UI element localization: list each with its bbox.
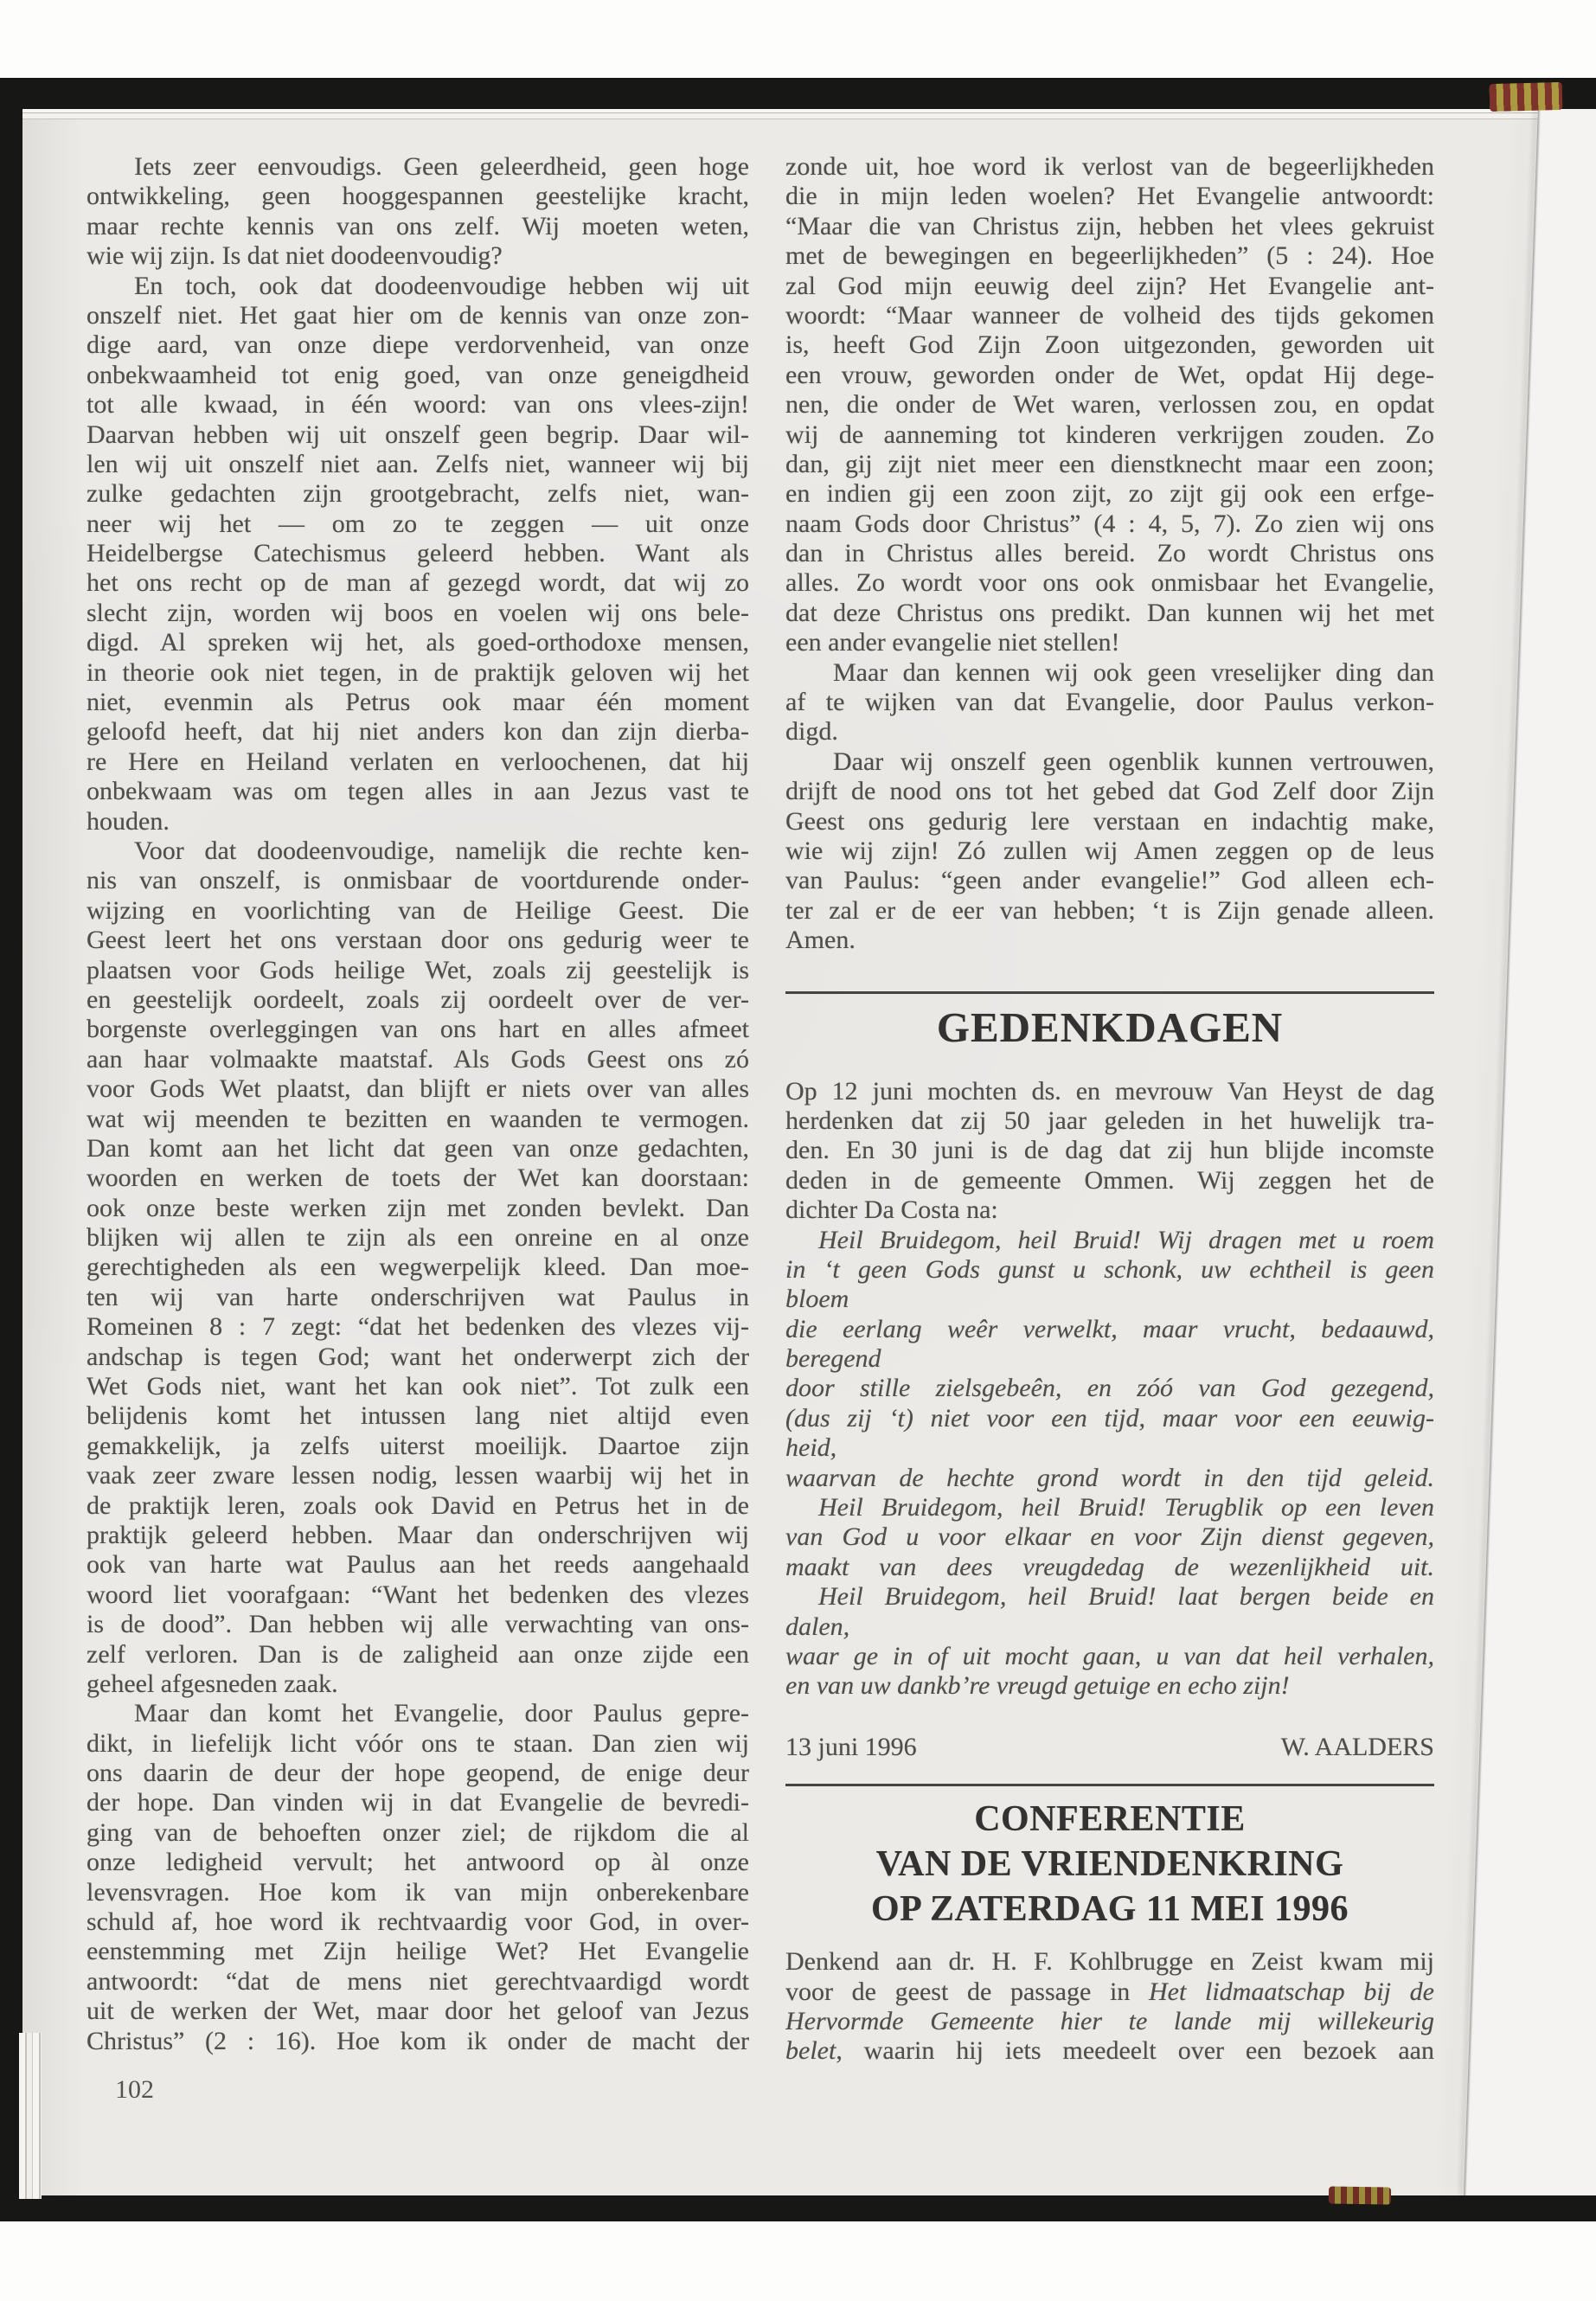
text-line: blijken wij allen te zijn als een onreine en al onze	[87, 1223, 749, 1253]
text-line: de praktijk leren, zoals ook David en Petrus het in de	[87, 1490, 749, 1520]
text-line: alles. Zo wordt voor ons ook onmisbaar het Evangelie,	[785, 568, 1434, 598]
text-line: tot alle kwaad, in één woord: van ons vlees-zijn!	[87, 390, 749, 420]
text-run: Denkend aan dr. H. F. Kohlbrugge en Zeist kwam mij	[785, 1947, 1434, 1977]
text-line: En toch, ook dat doodeenvoudige hebben wij uit	[134, 271, 749, 300]
text-line	[785, 1947, 1434, 1977]
heading-line: CONFERENTIE	[974, 1799, 1246, 1840]
text-line: plaatsen voor Gods heilige Wet, zoals zij geestelijk is	[87, 955, 749, 984]
heading-line: VAN DE VRIENDENKRING	[875, 1844, 1344, 1885]
text-line: zal God mijn eeuwig deel zijn? Het Evangelie ant-	[785, 271, 1434, 300]
date-text: 13 juni 1996	[785, 1732, 917, 1761]
text-line: antwoordt: “dat de mens niet gerechtvaardigd wordt	[87, 1966, 749, 1996]
text-line: waarvan de hechte grond wordt in den tijd geleid.	[785, 1463, 1434, 1492]
text-line: gerechtigheden als een wegwerpelijk kleed. Dan moe-	[87, 1253, 749, 1282]
text-line: andschap is tegen God; want het onderwerpt zich der	[87, 1342, 749, 1371]
text-line: wie wij zijn! Zó zullen wij Amen zeggen op de leus	[785, 836, 1434, 865]
text-line: ons daarin de deur der hope geopend, de enige deur	[87, 1759, 749, 1788]
text-line: een ander evangelie niet stellen!	[785, 628, 1120, 657]
text-line: en van uw dankb’re vreugd getuige en echo zijn!	[785, 1671, 1290, 1701]
text-line: bloem	[785, 1285, 849, 1314]
text-line: Daar wij onszelf geen ogenblik kunnen vertrouwen,	[833, 747, 1434, 776]
text-line: die in mijn leden woelen? Het Evangelie antwoordt:	[785, 182, 1434, 211]
text-line: Geest ons gedurig lere verstaan en indachtig make,	[785, 806, 1434, 836]
text-line: onszelf niet. Het gaat hier om de kennis van onze zon-	[87, 300, 749, 330]
text-line: Heil Bruidegom, heil Bruid! laat bergen beide en	[818, 1582, 1434, 1612]
text-run: , waarin hij iets meedeelt over een bezoek aan	[836, 2036, 1434, 2066]
text-line: ook onze beste werken zijn met zonden bevlekt. Dan	[87, 1193, 749, 1222]
text-line: Romeinen 8 : 7 zegt: “dat het bedenken des vlezes vij-	[87, 1312, 749, 1342]
text-line: geheel afgesneden zaak.	[87, 1669, 338, 1698]
text-line: woordt: “Maar wanneer de volheid des tijds gekomen	[785, 300, 1434, 330]
text-line: is, heeft God Zijn Zoon uitgezonden, geworden uit	[785, 330, 1434, 360]
text-line: Wet Gods niet, want het kan ook niet”. Tot zulk een	[87, 1372, 749, 1401]
continuation-text	[785, 152, 1434, 956]
text-line: re Here en Heiland verlaten en verloochenen, dat hij	[87, 747, 749, 776]
text-line: Maar dan kennen wij ook geen vreselijker ding dan	[833, 657, 1434, 687]
text-line: van God u voor elkaar en voor Zijn dienst gegeven,	[785, 1522, 1434, 1552]
text-line: herdenken dat zij 50 jaar geleden in het huwelijk tra-	[785, 1106, 1434, 1135]
text-line: dan in Christus alles bereid. Zo wordt Christus ons	[785, 539, 1434, 568]
text-line: Iets zeer eenvoudigs. Geen geleerdheid, geen hoge	[134, 152, 749, 181]
text-line: waar ge in of uit mocht gaan, u van dat heil verhalen,	[785, 1641, 1434, 1670]
text-line: onze ledigheid vervult; het antwoord op àl onze	[87, 1848, 749, 1877]
text-line: belijdenis komt het intussen lang niet altijd even	[87, 1401, 749, 1431]
section-heading-gedenkdagen: GEDENKDAGEN	[936, 1003, 1284, 1051]
text-line: der hope. Dan vinden wij in dat Evangelie de bevredi-	[87, 1788, 749, 1817]
text-line: dalen,	[785, 1612, 850, 1641]
text-line: in ‘t geen Gods gunst u schonk, uw echtheil is geen	[785, 1254, 1434, 1284]
text-line: digd. Al spreken wij het, als goed-orthodoxe mensen,	[87, 628, 749, 657]
text-line: dikt, in liefelijk licht vóór ons te staan. Dan zien wij	[87, 1728, 749, 1758]
text-line: een vrouw, geworden onder de Wet, opdat Hij dege-	[785, 360, 1434, 389]
text-line: niet, evenmin als Petrus ook maar één moment	[87, 688, 749, 717]
text-line: wat wij meenden te bezitten en waanden te vermogen.	[87, 1104, 749, 1133]
text-line: schuld af, hoe word ik rechtvaardig voor God, in over-	[87, 1907, 749, 1937]
text-line: maakt van dees vreugdedag de wezenlijkheid uit.	[785, 1552, 1434, 1581]
text-line	[785, 1977, 1434, 2007]
text-line: geloofd heeft, dat hij niet anders kon dan zijn dierba-	[87, 717, 749, 747]
text-line: deden in de gemeente Ommen. Wij zeggen het de	[785, 1165, 1434, 1195]
text-line: zulke gedachten zijn grootgebracht, zelfs niet, wan-	[87, 479, 749, 509]
author-text: W. AALDERS	[1280, 1732, 1434, 1761]
right-column	[785, 152, 1434, 2067]
text-line: “Maar die van Christus zijn, hebben het vlees gekruist	[785, 211, 1434, 240]
text-line: nen, die onder de Wet waren, verlossen zou, en opdat	[785, 390, 1434, 420]
heading-line: OP ZATERDAG 11 MEI 1996	[870, 1889, 1349, 1930]
text-line: slecht zijn, worden wij boos en voelen wij ons bele-	[87, 598, 749, 627]
text-line: (dus zij ‘t) niet voor een tijd, maar voor een eeuwig-	[785, 1403, 1434, 1433]
text-line: uit de werken der Wet, maar door het geloof van Jezus	[87, 1997, 749, 2026]
text-line: Heil Bruidegom, heil Bruid! Terugblik op een leven	[818, 1493, 1434, 1522]
text-line	[785, 2036, 1434, 2066]
gedenkdagen-text	[785, 1077, 1434, 1702]
text-line: Dan komt aan het licht dat geen van onze gedachten,	[87, 1133, 749, 1163]
text-line: onbekwaamheid tot enig goed, van onze geneigdheid	[87, 360, 749, 389]
text-line: Maar dan komt het Evangelie, door Paulus gepre-	[134, 1699, 749, 1728]
text-run: voor de geest de passage in	[785, 1977, 1149, 2006]
section-divider	[785, 991, 1434, 994]
text-line: borgenste overleggingen van ons hart en alles afmeet	[87, 1015, 749, 1044]
text-line: af te wijken van dat Evangelie, door Paulus verkon-	[785, 688, 1434, 717]
text-line: dan, gij zijt niet meer een dienstknecht maar een zoon;	[785, 449, 1434, 478]
text-line: door stille zielsgebeên, en zóó van God gezegend,	[785, 1374, 1434, 1403]
text-line: en indien gij een zoon zijt, zo zijt gij ook een erfge-	[785, 479, 1434, 509]
text-line: Voor dat doodeenvoudige, namelijk die rechte ken-	[134, 836, 749, 865]
text-line	[785, 2007, 1434, 2036]
italic-text: belet	[785, 2036, 836, 2066]
text-line: ter zal er de eer van hebben; ‘t is Zijn genade alleen.	[785, 895, 1434, 925]
text-line: het ons recht op de man af gezegd wordt, dat wij zo	[87, 568, 749, 598]
text-line: Christus” (2 : 16). Hoe kom ik onder de macht der	[87, 2026, 749, 2055]
text-line: beregend	[785, 1344, 881, 1374]
text-line: zonde uit, hoe word ik verlost van de begeerlijkheden	[785, 152, 1434, 181]
section-divider	[785, 1784, 1434, 1786]
italic-text: Het lidmaatschap bij de	[1148, 1977, 1434, 2006]
text-line: den. En 30 juni is de dag dat zij hun blijde incomste	[785, 1136, 1434, 1165]
text-line: is de dood”. Dan hebben wij alle verwachting van ons-	[87, 1610, 749, 1639]
page-number: 102	[115, 2075, 154, 2104]
text-line: dichter Da Costa na:	[785, 1195, 998, 1225]
text-line: houden.	[87, 806, 170, 836]
text-line: gemakkelijk, ja zelfs uiterst moeilijk. Daartoe zijn	[87, 1431, 749, 1460]
text-line: wijzing en voorlichting van de Heilige Geest. Die	[87, 895, 749, 925]
text-line: neer wij het — om zo te zeggen — uit onze	[87, 509, 749, 538]
date-author-row	[785, 1733, 1434, 1762]
left-column	[87, 152, 749, 2056]
text-line: levensvragen. Hoe kom ik van mijn onberekenbare	[87, 1877, 749, 1907]
text-line: in theorie ook niet tegen, in de praktijk geloven wij het	[87, 657, 749, 687]
text-line: heid,	[785, 1433, 837, 1463]
text-line: eenstemming met Zijn heilige Wet? Het Evangelie	[87, 1937, 749, 1966]
text-line: vaak zeer zware lessen nodig, lessen waarbij wij het in	[87, 1461, 749, 1490]
page-edge	[22, 109, 1596, 123]
text-line: wie wij zijn. Is dat niet doodeenvoudig?	[87, 241, 503, 271]
text-line: nis van onszelf, is onmisbaar de voortdurende onder-	[87, 866, 749, 895]
text-line: voor Gods Wet plaatst, dan blijft er niets over van alles	[87, 1074, 749, 1104]
text-line: naam Gods door Christus” (4 : 4, 5, 7). Zo zien wij ons	[785, 509, 1434, 538]
text-line: en geestelijk oordeelt, zoals zij oordeelt over de ver-	[87, 984, 749, 1014]
text-line: maar rechte kennis van ons zelf. Wij moeten weten,	[87, 211, 749, 240]
text-line: die eerlang weêr verwelkt, maar vrucht, bedaauwd,	[785, 1314, 1434, 1343]
text-line: wij de aanneming tot kinderen verkrijgen zouden. Zo	[785, 420, 1434, 449]
text-line: digd.	[785, 717, 838, 747]
bookmark-ribbon-icon	[1490, 82, 1563, 112]
text-line: praktijk geleerd hebben. Maar dan onderschrijven wij	[87, 1520, 749, 1549]
text-line: Heil Bruidegom, heil Bruid! Wij dragen met u roem	[818, 1225, 1434, 1254]
text-line: Geest leert het ons verstaan door ons gedurig weer te	[87, 926, 749, 955]
text-line: woorden en werken de toets der Wet kan doorstaan:	[87, 1163, 749, 1193]
text-line: drijft de nood ons tot het gebed dat God Zelf door Zijn	[785, 777, 1434, 806]
text-line: Heidelbergse Catechismus geleerd hebben. Want als	[87, 539, 749, 568]
text-line: ook van harte wat Paulus aan het reeds aangehaald	[87, 1550, 749, 1580]
italic-text: Hervormde Gemeente hier te lande mij willekeurig	[785, 2006, 1434, 2035]
text-line: met de bewegingen en begeerlijkheden” (5 : 24). Hoe	[785, 241, 1434, 271]
conferentie-text	[785, 1947, 1434, 2067]
text-line: woord liet voorafgaan: “Want het bedenken des vlezes	[87, 1580, 749, 1609]
text-line: ten wij van harte onderschrijven wat Paulus in	[87, 1282, 749, 1311]
text-line: Daarvan hebben wij uit onszelf geen begrip. Daar wil-	[87, 420, 749, 449]
text-line: aan haar volmaakte maatstaf. Als Gods Geest ons zó	[87, 1044, 749, 1074]
text-line: dat deze Christus ons predikt. Dan kunnen wij het met	[785, 598, 1434, 627]
page-stack-edges	[19, 2033, 42, 2199]
text-line: Amen.	[785, 926, 856, 955]
text-line: ging van de behoeften onzer ziel; de rijkdom die al	[87, 1817, 749, 1847]
text-line: Op 12 juni mochten ds. en mevrouw Van Heyst de dag	[785, 1076, 1434, 1106]
text-line: dige aard, van onze diepe verdorvenheid, van onze	[87, 330, 749, 360]
text-line: len wij uit onszelf niet aan. Zelfs niet, wanneer wij bij	[87, 449, 749, 478]
text-line: ontwikkeling, geen hooggespannen geestelijke kracht,	[87, 182, 749, 211]
section-heading-conferentie	[785, 1797, 1434, 1932]
text-line: van Paulus: “geen ander evangelie!” God alleen ech-	[785, 866, 1434, 895]
text-line: onbekwaam was om tegen alles in aan Jezus vast te	[87, 777, 749, 806]
text-line: zelf verloren. Dan is de zaligheid aan onze zijde een	[87, 1639, 749, 1669]
bookmark-ribbon-icon	[1329, 2186, 1391, 2204]
